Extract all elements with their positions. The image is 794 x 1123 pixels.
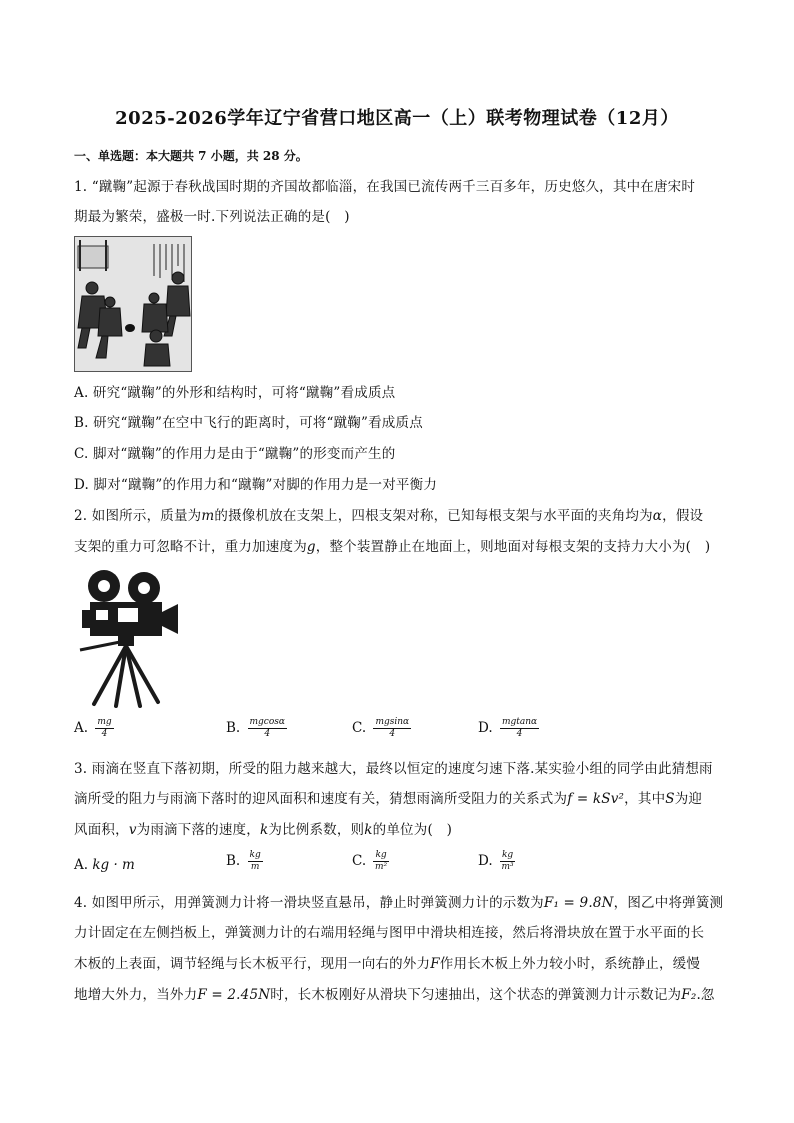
q1-option-c: C. 脚对“蹴鞠”的作用力是由于“蹴鞠”的形变而产生的	[74, 446, 396, 462]
q2-option-c: C. $\frac{mgsin\alpha}{4}$	[352, 717, 410, 739]
q3-option-d: D. $\frac{kg}{\text{m³}}$	[478, 850, 514, 872]
q4-stem-line2: 力计固定在左侧挡板上，弹簧测力计的右端用轻绳与图甲中滑块相连接，然后将滑块放在置于水平面的长	[74, 925, 705, 941]
q2-option-a: A. $\frac{mg}{4}$	[74, 717, 112, 739]
q4-stem-line1: 4. 如图甲所示，用弹簧测力计将一滑块竖直悬吊，静止时弹簧测力计的示数为F₁ = 9.8N，图乙中将弹簧测	[74, 895, 724, 911]
q3-option-b: B. $\frac{kg}{m}$	[226, 850, 261, 872]
q4-stem-line4: 地增大外力，当外力F = 2.45N时，长木板刚好从滑块下匀速抽出，这个状态的弹簧测力计示数记为F₂.忽	[74, 987, 715, 1003]
camera-tripod-illustration	[74, 566, 186, 708]
q3-stem-line2: 滴所受的阻力与雨滴下落时的迎风面积和速度有关，猜想雨滴所受阻力的关系式为f = kSv²，其中S为迎	[74, 791, 703, 807]
q2-stem-line2: 支架的重力可忽略不计，重力加速度为g，整个装置静止在地面上，则地面对每根支架的支持力大小为( )	[74, 539, 711, 555]
q4-stem-line3: 木板的上表面，调节轻绳与长木板平行，现用一向右的外力F作用长木板上外力较小时，系统静止，缓慢	[74, 956, 701, 972]
q2-option-d: D. $\frac{mgtan\alpha}{4}$	[478, 717, 538, 739]
q1-option-d: D. 脚对“蹴鞠”的作用力和“蹴鞠”对脚的作用力是一对平衡力	[74, 477, 438, 493]
q3-formula: f = kSv²	[567, 791, 625, 807]
q2-option-b: B. $\frac{mgcos\alpha}{4}$	[226, 717, 285, 739]
q1-option-b: B. 研究“蹴鞠”在空中飞行的距离时，可将“蹴鞠”看成质点	[74, 415, 423, 431]
q1-stem-line1: 1. “蹴鞠”起源于春秋战国时期的齐国故都临淄，在我国已流传两千三百多年，历史悠久，其中在唐宋时	[74, 179, 696, 195]
section-heading: 一、单选题：本大题共 7 小题，共 28 分。	[74, 149, 308, 163]
q3-stem-line1: 3. 雨滴在竖直下落初期，所受的阻力越来越大，最终以恒定的速度匀速下落.某实验小组的同学由此猜想雨	[74, 761, 713, 777]
q3-option-c: C. $\frac{kg}{\text{m²}}$	[352, 850, 388, 872]
q2-stem-line1: 2. 如图所示，质量为m的摄像机放在支架上，四根支架对称，已知每根支架与水平面的夹角均为α，假设	[74, 508, 704, 524]
paper-title: 2025-2026学年辽宁省营口地区高一（上）联考物理试卷（12月）	[115, 108, 679, 129]
q1-option-a: A. 研究“蹴鞠”的外形和结构时，可将“蹴鞠”看成质点	[74, 385, 396, 401]
q3-option-a: A. kg · m	[74, 857, 135, 873]
q3-stem-line3: 风面积，v为雨滴下落的速度，k为比例系数，则k的单位为( )	[74, 822, 453, 838]
q1-stem-line2: 期最为繁荣，盛极一时.下列说法正确的是( )	[74, 209, 350, 225]
cuju-illustration	[74, 236, 192, 372]
